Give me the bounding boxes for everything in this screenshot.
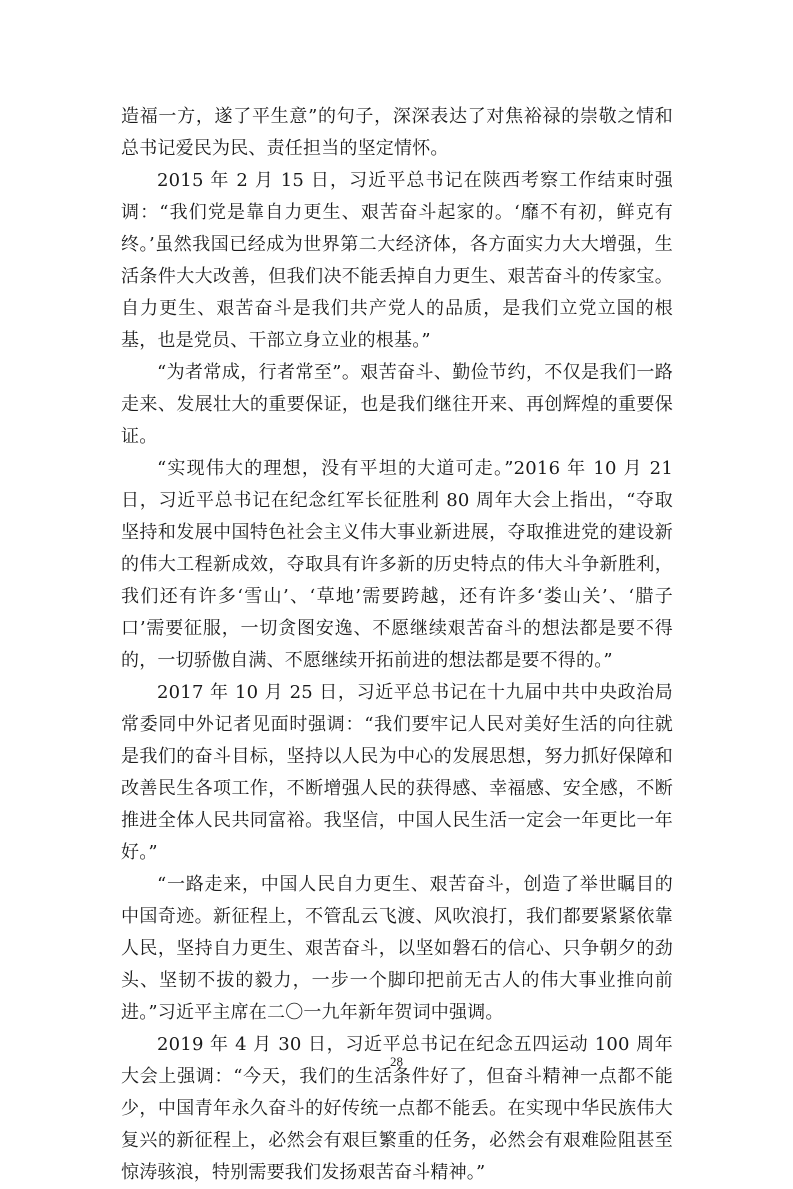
paragraph-continuation: 造福一方，遂了平生意”的句子，深深表达了对焦裕禄的崇敬之情和总书记爱民为民、责任担当的坚定情怀。 [121,106,673,159]
paragraph-2017-quote: 2017 年 10 月 25 日，习近平总书记在十九届中共中央政治局常委同中外记者见面时强调：“我们要牢记人民对美好生活的向往就是我们的奋斗目标，坚持以人民为中心的发展思想，努力抓好保障和改善民生各项工作，不断增强人民的获得感、幸福感、安全感，不断推进全体人民共同富裕。我坚信，中国人民生活一定会一年更比一年好。” [121,682,673,863]
paragraph-2016-quote: “实现伟大的理想，没有平坦的大道可走。”2016 年 10 月 21 日，习近平总书记在纪念红军长征胜利 80 周年大会上指出，“夺取坚持和发展中国特色社会主义伟大事业新进展，夺取推进党的建设新的伟大工程新成效，夺取具有许多新的历史特点的伟大斗争新胜利，我们还有许多‘雪山’、‘草地’需要跨越，还有许多‘娄山关’、‘腊子口’需要征服，一切贪图安逸、不愿继续艰苦奋斗的想法都是要不得的，一切骄傲自满、不愿继续开拓前进的想法都是要不得的。” [121,458,673,671]
page-number: 28 [390,1054,403,1069]
paragraph-2015-quote: 2015 年 2 月 15 日，习近平总书记在陕西考察工作结束时强调：“我们党是靠自力更生、艰苦奋斗起家的。‘靡不有初，鲜克有终。’虽然我国已经成为世界第二大经济体，各方面实力大大增强，生活条件大大改善，但我们决不能丢掉自力更生、艰苦奋斗的传家宝。自力更生、艰苦奋斗是我们共产党人的品质，是我们立党立国的根基，也是党员、干部立身立业的根基。” [121,170,673,351]
paragraph-saying: “为者常成，行者常至”。艰苦奋斗、勤俭节约，不仅是我们一路走来、发展壮大的重要保证，也是我们继往开来、再创辉煌的重要保证。 [121,362,673,447]
paragraph-2019-quote: 2019 年 4 月 30 日，习近平总书记在纪念五四运动 100 周年大会上强调：“今天，我们的生活条件好了，但奋斗精神一点都不能少，中国青年永久奋斗的好传统一点都不能丢。在实现中华民族伟大复兴的新征程上，必然会有艰巨繁重的任务，必然会有艰难险阻甚至惊涛骇浪，特别需要我们发扬艰苦奋斗精神。” [121,1034,673,1183]
document-body [121,101,673,1189]
paragraph-new-year-address: “一路走来，中国人民自力更生、艰苦奋斗，创造了举世瞩目的中国奇迹。新征程上，不管乱云飞渡、风吹浪打，我们都要紧紧依靠人民，坚持自力更生、艰苦奋斗，以坚如磐石的信心、只争朝夕的劲头、坚韧不拔的毅力，一步一个脚印把前无古人的伟大事业推向前进。”习近平主席在二〇一九年新年贺词中强调。 [121,874,673,1023]
